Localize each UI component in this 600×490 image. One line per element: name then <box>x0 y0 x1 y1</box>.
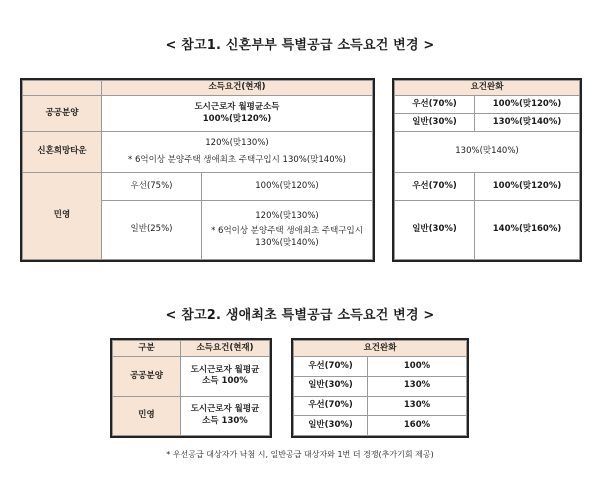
private-sale-current-value-2: 도시근로자 월평균 소득 130% <box>181 396 270 436</box>
row-label-public-sale: 공공분양 <box>23 96 102 132</box>
relaxed-row-label: 일반(30%) <box>294 376 368 396</box>
newlywed-town-relaxed-value: 130%(맞140%) <box>395 132 580 173</box>
relaxed-row-value: 130% <box>368 396 467 416</box>
section2-relaxed-table <box>291 338 469 438</box>
section2-current-table <box>110 338 272 438</box>
relaxed-row-label: 일반(30%) <box>294 416 368 436</box>
relaxed-row-label: 우선(70%) <box>294 357 368 377</box>
public-sale-current-value: 도시근로자 월평균소득 100%(맞120%) <box>102 96 373 132</box>
private-general-label: 일반(25%) <box>102 201 202 260</box>
section1-current-table <box>20 78 375 262</box>
relaxed-row-value: 160% <box>368 416 467 436</box>
relaxed-requirement-header: 요건완화 <box>395 81 580 96</box>
private-priority-relaxed-value: 100%(맞120%) <box>475 173 580 201</box>
blank-header-cell <box>23 81 102 96</box>
public-priority-relaxed-value: 100%(맞120%) <box>475 96 580 114</box>
category-header: 구분 <box>113 341 181 357</box>
public-general-relaxed-value: 130%(맞140%) <box>475 114 580 132</box>
section1-relaxed-table <box>392 78 582 262</box>
public-general-label: 일반(30%) <box>395 114 475 132</box>
relaxed-row-value: 100% <box>368 357 467 377</box>
row-label-newlywed-town: 신혼희망타운 <box>23 132 102 173</box>
public-sale-current-value-2: 도시근로자 월평균 소득 100% <box>181 357 270 397</box>
private-priority-current-value: 100%(맞120%) <box>202 173 373 201</box>
relaxed-requirement-header-2: 요건완화 <box>294 341 467 357</box>
private-priority-label: 우선(75%) <box>102 173 202 201</box>
row-label-private-sale-2: 민영 <box>113 396 181 436</box>
public-priority-label: 우선(70%) <box>395 96 475 114</box>
private-general-relaxed-label: 일반(30%) <box>395 201 475 260</box>
row-label-private-sale: 민영 <box>23 173 102 260</box>
newlywed-town-current-value: 120%(맞130%) * 6억이상 분양주택 생애최초 주택구입시 130%(맞140%) <box>102 132 373 173</box>
section2-title: < 참고2. 생애최초 특별공급 소득요건 변경 > <box>165 308 435 323</box>
relaxed-row-value: 130% <box>368 376 467 396</box>
row-label-public-sale-2: 공공분양 <box>113 357 181 397</box>
private-general-current-value: 120%(맞130%) * 6억이상 분양주택 생애최초 주택구입시 130%(맞140%) <box>202 201 373 260</box>
private-priority-relaxed-label: 우선(70%) <box>395 173 475 201</box>
relaxed-row-label: 우선(70%) <box>294 396 368 416</box>
current-requirement-header: 소득요건(현재) <box>102 81 373 96</box>
private-general-relaxed-value: 140%(맞160%) <box>475 201 580 260</box>
current-requirement-header-2: 소득요건(현재) <box>181 341 270 357</box>
footnote: * 우선공급 대상자가 낙첨 시, 일반공급 대상자와 1번 더 경쟁(추가기회 제공) <box>166 450 434 459</box>
section1-title: < 참고1. 신혼부부 특별공급 소득요건 변경 > <box>165 38 435 53</box>
